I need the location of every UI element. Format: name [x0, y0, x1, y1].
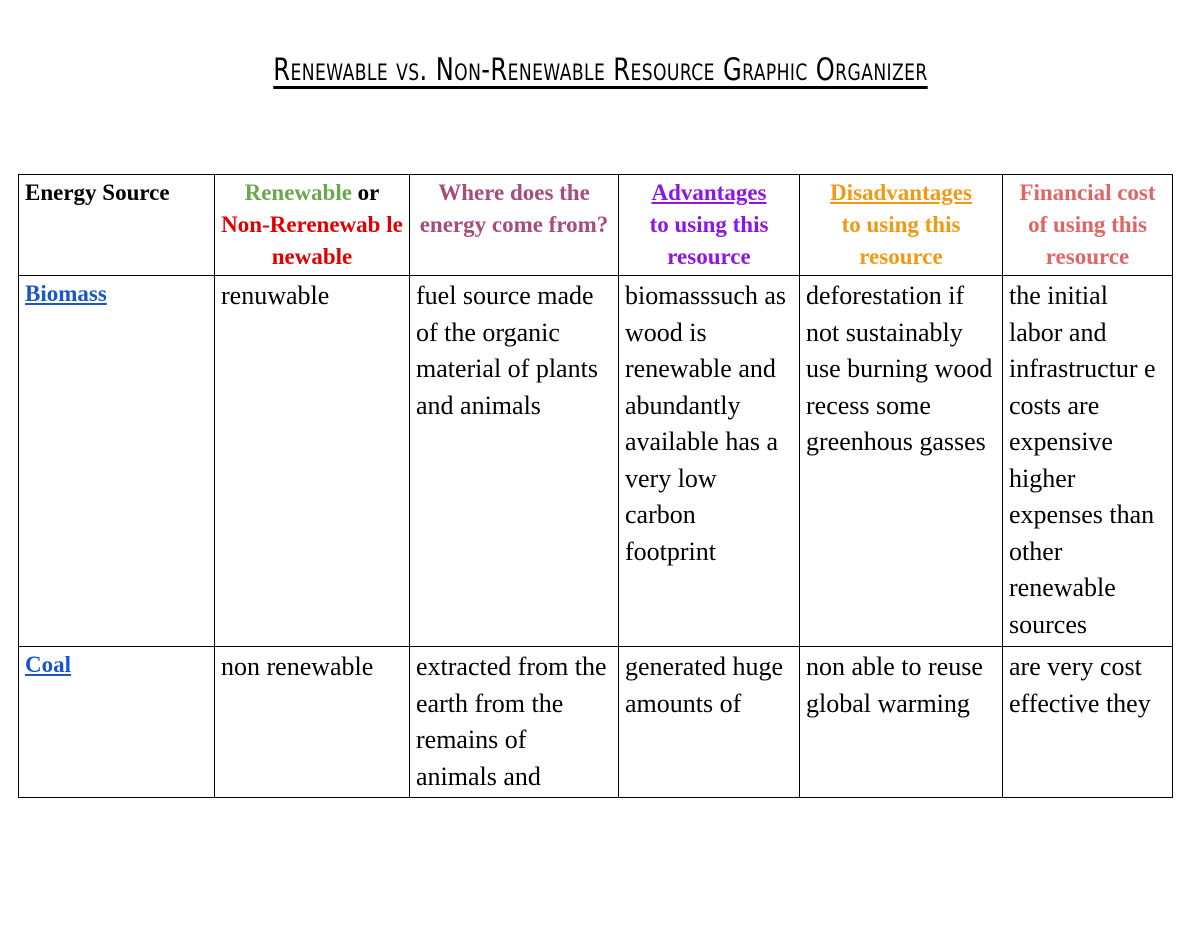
header-row [19, 175, 1173, 276]
table-row [19, 276, 1173, 647]
where-cell: extracted from the earth from the remains of animals and [410, 647, 619, 798]
header-disadvantages-word: Disadvantages [830, 180, 972, 205]
header-disadvantages [800, 175, 1003, 276]
header-financial-label: Financial cost of using this resource [1019, 180, 1156, 269]
energy-source-cell [19, 647, 215, 798]
disadvantages-cell: non able to reuse global warming [800, 647, 1003, 798]
organizer-table [18, 174, 1173, 798]
page-title [0, 52, 1200, 88]
advantages-cell: generated huge amounts of [619, 647, 800, 798]
renewable-cell: non renewable [215, 647, 410, 798]
header-disadvantages-rest: to using this resource [841, 212, 961, 269]
financial-cell: are very cost effective they [1003, 647, 1173, 798]
header-renewable-word: Renewable [244, 180, 352, 205]
title-text: Renewable vs. Non-Renewable Resource Graphic Organizer [272, 52, 928, 88]
header-energy-source [19, 175, 215, 276]
biomass-link[interactable]: Biomass [25, 281, 107, 306]
header-financial [1003, 175, 1173, 276]
table-row [19, 647, 1173, 798]
header-advantages [619, 175, 800, 276]
header-where [410, 175, 619, 276]
header-where-label: Where does the energy come from? [419, 180, 609, 237]
header-nonrenewable-word: Non-Rerenewab le newable [221, 212, 403, 269]
renewable-cell: renuwable [215, 276, 410, 647]
coal-link[interactable]: Coal [25, 652, 71, 677]
energy-source-cell [19, 276, 215, 647]
disadvantages-cell: deforestation if not sustainably use burning wood recess some greenhous gasses [800, 276, 1003, 647]
header-energy-source-label: Energy Source [25, 180, 170, 205]
advantages-cell: biomasssuch as wood is renewable and abundantly available has a very low carbon footprint [619, 276, 800, 647]
header-renewable [215, 175, 410, 276]
financial-cell: the initial labor and infrastructur e costs are expensive higher expenses than other renewable sources [1003, 276, 1173, 647]
header-or-word: or [351, 180, 380, 205]
header-advantages-rest: to using this resource [649, 212, 769, 269]
header-advantages-word: Advantages [651, 180, 767, 205]
where-cell: fuel source made of the organic material of plants and animals [410, 276, 619, 647]
